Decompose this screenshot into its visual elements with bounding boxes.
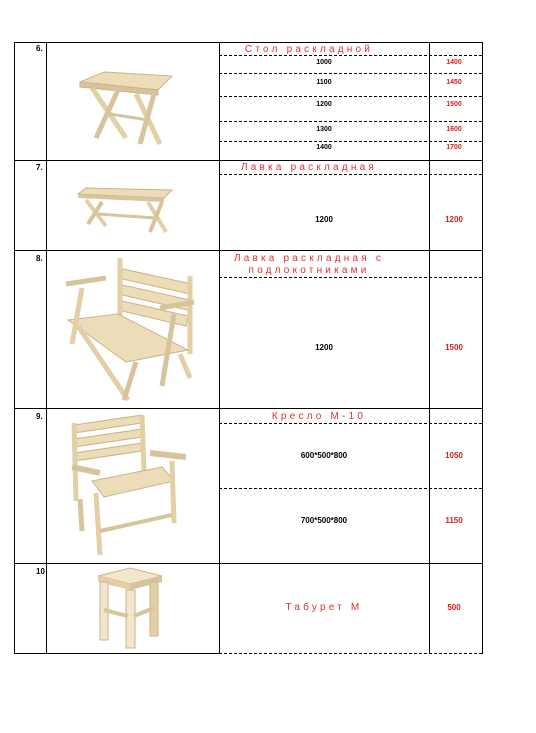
section-divider (14, 160, 482, 161)
row-size: 1000 (316, 59, 332, 66)
item-number: 9. (36, 412, 43, 421)
bench-with-armrests-icon (62, 254, 202, 404)
row-separator (219, 96, 482, 97)
row-price: 1600 (446, 126, 462, 133)
row-price: 1200 (445, 215, 463, 224)
armchair-icon (70, 411, 190, 559)
item-title: Кресло М-10 (271, 411, 367, 422)
row-size: 700*500*800 (300, 516, 348, 525)
row-size: 1100 (316, 79, 332, 86)
item-title: Табурет М (285, 602, 363, 613)
row-separator (219, 174, 482, 175)
item-number: 7. (36, 163, 43, 172)
row-separator (219, 121, 482, 122)
folding-bench-icon (76, 186, 176, 236)
row-separator (219, 55, 482, 56)
item-number: 6. (36, 44, 43, 53)
stool-icon (94, 566, 166, 650)
row-separator (219, 141, 482, 142)
row-size: 1200 (316, 101, 332, 108)
table-right-border (482, 42, 483, 654)
row-separator (219, 423, 482, 424)
row-separator (219, 277, 482, 278)
item-title-line-1: Лавка раскладная с (233, 253, 385, 264)
row-price: 500 (447, 603, 461, 612)
folding-table-icon (74, 68, 174, 150)
table-top-border (14, 42, 482, 43)
item-title: Лавка раскладная (241, 162, 377, 173)
row-size: 600*500*800 (300, 451, 348, 460)
row-size: 1300 (316, 126, 332, 133)
row-price: 1450 (446, 79, 462, 86)
row-size: 1200 (315, 215, 333, 224)
row-price: 1050 (445, 451, 463, 460)
item-number: 8. (36, 254, 43, 263)
row-separator (219, 488, 482, 489)
row-separator (219, 73, 482, 74)
row-price: 1400 (446, 59, 462, 66)
row-price: 1150 (445, 516, 463, 525)
row-price: 1500 (445, 343, 463, 352)
section-divider (14, 250, 482, 251)
item-number: 10 (36, 567, 45, 576)
item-title-line-2: подлокотниками (248, 265, 370, 276)
item-title: Стол раскладной (244, 44, 374, 55)
section-divider (14, 563, 482, 564)
row-price: 1500 (446, 101, 462, 108)
table-bottom-border (14, 653, 219, 654)
row-size: 1400 (316, 144, 332, 151)
row-size: 1200 (315, 343, 333, 352)
section-divider (14, 408, 482, 409)
row-price: 1700 (446, 144, 462, 151)
row-separator (219, 653, 482, 654)
